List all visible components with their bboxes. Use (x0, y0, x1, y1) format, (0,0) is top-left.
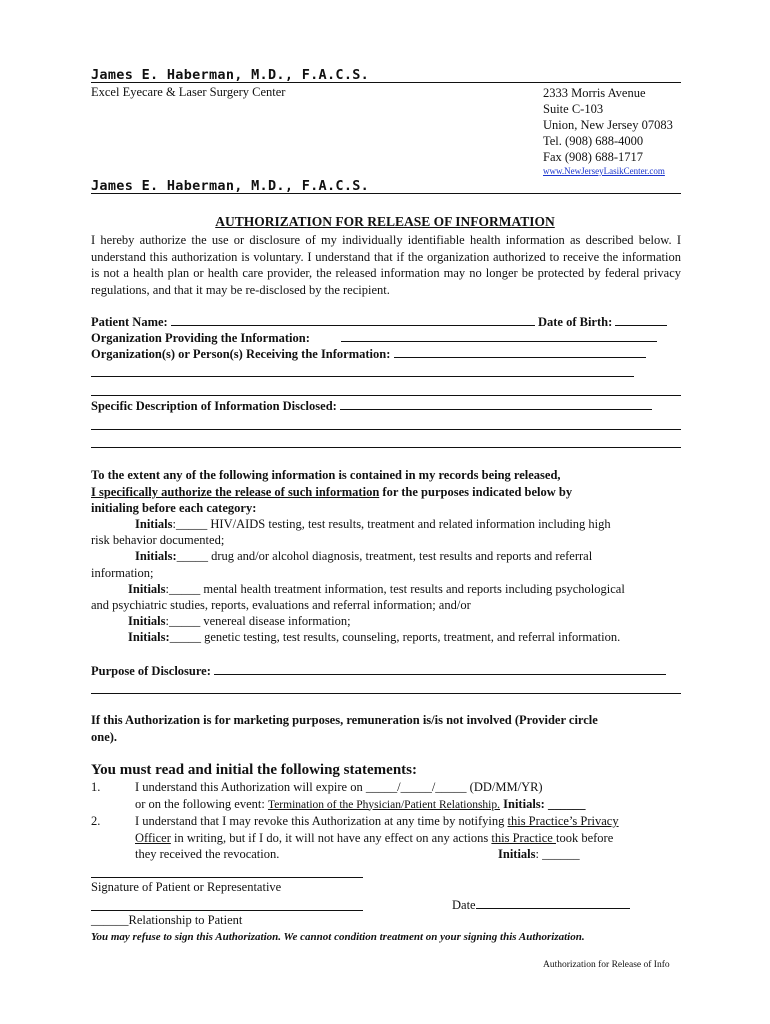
dob-field[interactable] (615, 314, 667, 326)
category-item-mental (91, 581, 681, 597)
specific-desc-field[interactable] (340, 398, 652, 410)
statement-1-initials[interactable]: Initials: ______ (503, 796, 586, 811)
relationship-row (91, 913, 242, 928)
statement-1-line-1 (91, 779, 691, 796)
practice-name: Excel Eyecare & Laser Surgery Center (91, 85, 286, 99)
statement-1-number: 1. (91, 780, 101, 794)
category-list (91, 516, 681, 646)
statement-2-end: took before (555, 830, 614, 845)
this-practice-ref: this Practice (491, 830, 556, 845)
doctor-name-header: James E. Haberman, M.D., F.A.C.S. (91, 67, 370, 83)
dob-label: Date of Birth: (537, 315, 613, 329)
date-row (452, 897, 630, 913)
purpose-label: Purpose of Disclosure: (91, 664, 211, 678)
statement-1-line-2 (91, 796, 691, 814)
initials-blank-hiv[interactable]: :_____ (172, 517, 208, 531)
category-intro-line-2 (91, 484, 572, 501)
date-field[interactable] (476, 897, 630, 909)
signature-label: Signature of Patient or Representative (91, 880, 282, 894)
initials-label: Initials: (128, 630, 170, 645)
specific-desc-line-3[interactable] (91, 447, 681, 448)
statement-2-final: they received the revocation. (135, 847, 280, 861)
specific-desc-line-2[interactable] (91, 429, 681, 430)
category-item-venereal (91, 613, 681, 629)
statement-2-line-1 (91, 813, 691, 830)
statement-2-text: I understand that I may revoke this Authorization at any time by notifying (135, 814, 508, 828)
initials-label: Initials (498, 847, 536, 861)
statements-heading: You must read and initial the following statements: (91, 762, 417, 778)
address-line-suite: Suite C-103 (543, 102, 604, 116)
initials-blank-drug[interactable]: _____ (176, 549, 208, 564)
disclaimer: You may refuse to sign this Authorization. We cannot condition treatment on your signing this Authorization. (91, 931, 585, 943)
patient-name-field[interactable] (171, 314, 535, 326)
category-item-hiv (91, 516, 681, 532)
category-intro-rest: for the purposes indicated below by (379, 484, 573, 499)
intro-paragraph: I hereby authorize the use or disclosure of my individually identifiable health information as described below. I understand this authorization is voluntary. I understand that if the organization authorized to receive the information is not a health plan or health care provider, the released information may no longer be protected by federal privacy regulations, and that it may be re-disclosed by the recipient. (91, 233, 681, 297)
form-title (0, 214, 770, 230)
category-intro (91, 467, 572, 517)
website-link[interactable]: www.NewJerseyLasikCenter.com (543, 166, 665, 176)
category-cont-hiv: risk behavior documented; (91, 533, 225, 548)
org-receiving-label: Organization(s) or Person(s) Receiving the Information: (91, 347, 391, 361)
category-intro-line-1: To the extent any of the following information is contained in my records being released, (91, 468, 561, 482)
statement-2-number: 2. (91, 814, 101, 828)
marketing-line-2: one). (91, 730, 118, 744)
doctor-name-second: James E. Haberman, M.D., F.A.C.S. (91, 178, 370, 194)
org-receiving-field[interactable] (394, 346, 646, 358)
category-text-mental: mental health treatment information, test results and reports including psychological (200, 581, 625, 596)
privacy-officer-ref: this Practice’s Privacy (507, 814, 619, 828)
statement-2-middle: in writing, but if I do, it will not have any effect on any actions (170, 830, 492, 845)
category-text-venereal: venereal disease information; (200, 614, 351, 629)
initials-label: Initials (135, 517, 173, 531)
purpose-field[interactable] (214, 663, 666, 675)
patient-name-label: Patient Name: (91, 315, 168, 329)
category-intro-line-3: initialing before each category: (91, 501, 257, 515)
marketing-line-1: If this Authorization is for marketing purposes, remuneration is/is not involved (Provider circle (91, 713, 598, 727)
statement-2-line-2 (91, 830, 691, 847)
relationship-line[interactable] (91, 910, 363, 911)
initials-blank-mental[interactable]: :_____ (165, 581, 201, 596)
initials-blank-venereal[interactable]: :_____ (165, 614, 201, 629)
relationship-label: Relationship to Patient (128, 913, 243, 927)
marketing-statement (91, 712, 598, 746)
specific-desc-row (91, 398, 681, 414)
page-footer: Authorization for Release of Info (543, 960, 670, 970)
initials-blank-genetic[interactable]: _____ (169, 630, 201, 645)
header-rule-bottom (91, 193, 681, 194)
category-text-hiv: HIV/AIDS testing, test results, treatment and related information including high (207, 517, 611, 531)
purpose-line-2[interactable] (91, 693, 681, 694)
category-text-genetic: genetic testing, test results, counseling, reports, treatment, and referral information. (200, 630, 621, 645)
category-cont-drug: information; (91, 565, 154, 580)
relationship-prefix: ______ (91, 913, 129, 927)
statements-list (91, 779, 691, 863)
statement-2-line-3 (91, 846, 691, 863)
statement-1-event-prefix: or on the following event: (135, 796, 268, 811)
category-item-genetic (91, 629, 681, 645)
org-receiving-row (91, 346, 681, 362)
address-line-street: 2333 Morris Avenue (543, 86, 646, 100)
org-receiving-line-3[interactable] (91, 395, 681, 396)
address-line-fax: Fax (908) 688-1717 (543, 150, 643, 164)
initials-blank: : ______ (535, 847, 580, 861)
category-intro-underlined: I specifically authorize the release of such information (91, 484, 380, 499)
org-providing-row (91, 330, 681, 346)
initials-label: Initials: (135, 549, 177, 564)
address-line-city: Union, New Jersey 07083 (543, 118, 673, 132)
category-cont-mental: and psychiatric studies, reports, evaluations and referral information; and/or (91, 598, 471, 613)
officer-ref: Officer (135, 830, 171, 845)
initials-label: Initials (128, 581, 166, 596)
org-providing-label: Organization Providing the Information: (91, 331, 310, 345)
org-providing-field[interactable] (341, 330, 657, 342)
date-label: Date (452, 898, 476, 912)
form-title-text: AUTHORIZATION FOR RELEASE OF INFORMATION (215, 214, 555, 229)
patient-name-row (91, 314, 681, 330)
category-item-drug (91, 548, 681, 564)
purpose-row (91, 663, 681, 679)
org-receiving-line-2[interactable] (91, 376, 634, 377)
statement-1-event: Termination of the Physician/Patient Relationship. (267, 798, 501, 811)
initials-label: Initials (128, 614, 166, 629)
statement-2-initials[interactable] (498, 846, 580, 863)
category-text-drug: drug and/or alcohol diagnosis, treatment, test results and reports and referral (207, 549, 593, 564)
address-line-phone: Tel. (908) 688-4000 (543, 134, 644, 148)
practice-address (543, 85, 673, 165)
signature-line[interactable] (91, 877, 363, 878)
specific-desc-label: Specific Description of Information Disclosed: (91, 399, 337, 413)
statement-1-text: I understand this Authorization will expire on _____/_____/_____ (DD/MM/YR) (135, 780, 543, 794)
header-rule-top (91, 82, 681, 83)
